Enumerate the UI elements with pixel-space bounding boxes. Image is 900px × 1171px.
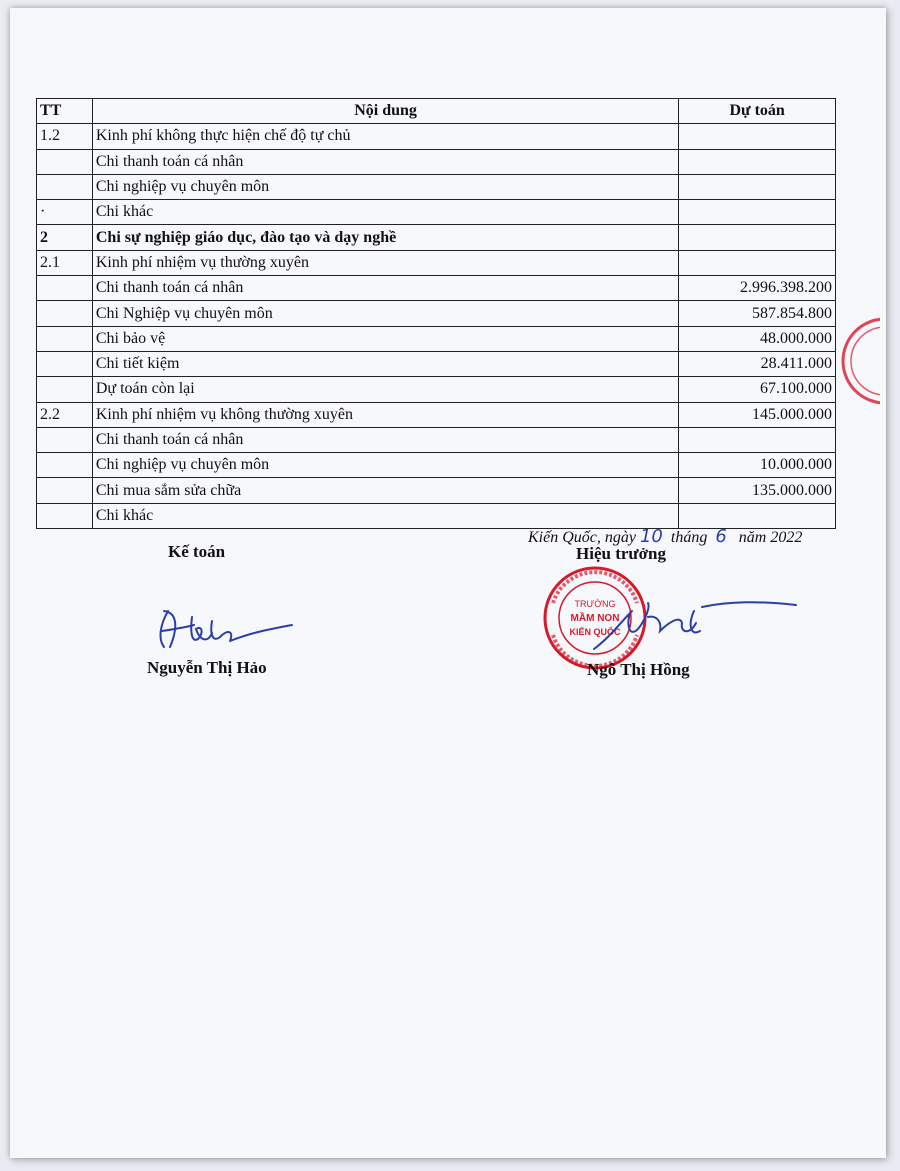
cell-noi-dung: Chi nghiệp vụ chuyên môn [92, 174, 678, 199]
cell-tt [37, 326, 93, 351]
dateline-year: năm 2022 [738, 529, 803, 546]
table-row [37, 326, 836, 351]
cell-noi-dung: Chi thanh toán cá nhân [92, 427, 678, 452]
table-body [37, 124, 836, 529]
cell-tt [37, 174, 93, 199]
partial-stamp-edge [830, 306, 880, 416]
cell-noi-dung: Chi thanh toán cá nhân [92, 149, 678, 174]
name-ke-toan: Nguyễn Thị Hảo [147, 658, 267, 677]
table-row [37, 174, 836, 199]
table-row [37, 377, 836, 402]
table-row [37, 200, 836, 225]
cell-du-toan: 67.100.000 [679, 377, 836, 402]
document-page [10, 8, 886, 1158]
cell-noi-dung: Chi nghiệp vụ chuyên môn [92, 453, 678, 478]
cell-du-toan: 587.854.800 [679, 301, 836, 326]
signature-hieu-truong [590, 593, 800, 653]
svg-text:KIẾN QUỐC: KIẾN QUỐC [569, 627, 621, 637]
budget-table [36, 98, 836, 529]
cell-tt [37, 149, 93, 174]
cell-noi-dung: Chi mua sắm sửa chữa [92, 478, 678, 503]
cell-du-toan: 135.000.000 [679, 478, 836, 503]
cell-tt [37, 276, 93, 301]
svg-text:TRƯỜNG: TRƯỜNG [574, 599, 616, 609]
cell-noi-dung: Dự toán còn lại [92, 377, 678, 402]
cell-tt: 2 [37, 225, 93, 250]
dateline-month-label: tháng [670, 529, 708, 546]
table-row [37, 402, 836, 427]
cell-du-toan [679, 427, 836, 452]
cell-noi-dung: Chi bảo vệ [92, 326, 678, 351]
cell-tt: 2.2 [37, 402, 93, 427]
table-row [37, 250, 836, 275]
cell-du-toan [679, 149, 836, 174]
cell-du-toan: 10.000.000 [679, 453, 836, 478]
cell-tt [37, 427, 93, 452]
table-row [37, 276, 836, 301]
cell-noi-dung: Kinh phí nhiệm vụ không thường xuyên [92, 402, 678, 427]
cell-du-toan [679, 200, 836, 225]
cell-tt [37, 301, 93, 326]
cell-tt [37, 503, 93, 528]
cell-tt [37, 453, 93, 478]
cell-tt: 2.1 [37, 250, 93, 275]
cell-tt [37, 351, 93, 376]
header-du-toan: Dự toán [679, 99, 836, 124]
dateline-month: 6 [715, 526, 727, 547]
table-row [37, 149, 836, 174]
cell-noi-dung: Chi Nghiệp vụ chuyên môn [92, 301, 678, 326]
cell-tt [37, 478, 93, 503]
cell-du-toan [679, 124, 836, 149]
cell-tt [37, 377, 93, 402]
cell-noi-dung: Chi tiết kiệm [92, 351, 678, 376]
dateline-day: 10 [639, 526, 663, 547]
cell-du-toan: 2.996.398.200 [679, 276, 836, 301]
dateline-place: Kiến Quốc, ngày [528, 529, 636, 546]
role-hieu-truong: Hiệu trưởng [576, 544, 666, 563]
cell-noi-dung: Kinh phí không thực hiện chế độ tự chủ [92, 124, 678, 149]
svg-text:MẦM NON: MẦM NON [570, 613, 620, 624]
cell-noi-dung: Chi khác [92, 200, 678, 225]
table-row [37, 225, 836, 250]
cell-noi-dung: Kinh phí nhiệm vụ thường xuyên [92, 250, 678, 275]
table-row [37, 453, 836, 478]
cell-du-toan: 28.411.000 [679, 351, 836, 376]
cell-du-toan [679, 250, 836, 275]
name-hieu-truong: Ngô Thị Hồng [587, 660, 690, 679]
table-row [37, 503, 836, 528]
cell-tt: 1.2 [37, 124, 93, 149]
role-ke-toan: Kế toán [168, 542, 226, 561]
cell-du-toan: 145.000.000 [679, 402, 836, 427]
signature-ke-toan [150, 603, 300, 653]
cell-du-toan [679, 174, 836, 199]
cell-noi-dung: Chi khác [92, 503, 678, 528]
cell-tt: · [37, 200, 93, 225]
cell-du-toan [679, 225, 836, 250]
table-row [37, 124, 836, 149]
cell-noi-dung: Chi thanh toán cá nhân [92, 276, 678, 301]
header-tt: TT [37, 99, 93, 124]
cell-noi-dung: Chi sự nghiệp giáo dục, đào tạo và dạy nghề [92, 225, 678, 250]
table-row [37, 351, 836, 376]
header-noi-dung: Nội dung [92, 99, 678, 124]
table-row [37, 301, 836, 326]
cell-du-toan [679, 503, 836, 528]
table-header-row [37, 99, 836, 124]
table-row [37, 478, 836, 503]
table-row [37, 427, 836, 452]
cell-du-toan: 48.000.000 [679, 326, 836, 351]
